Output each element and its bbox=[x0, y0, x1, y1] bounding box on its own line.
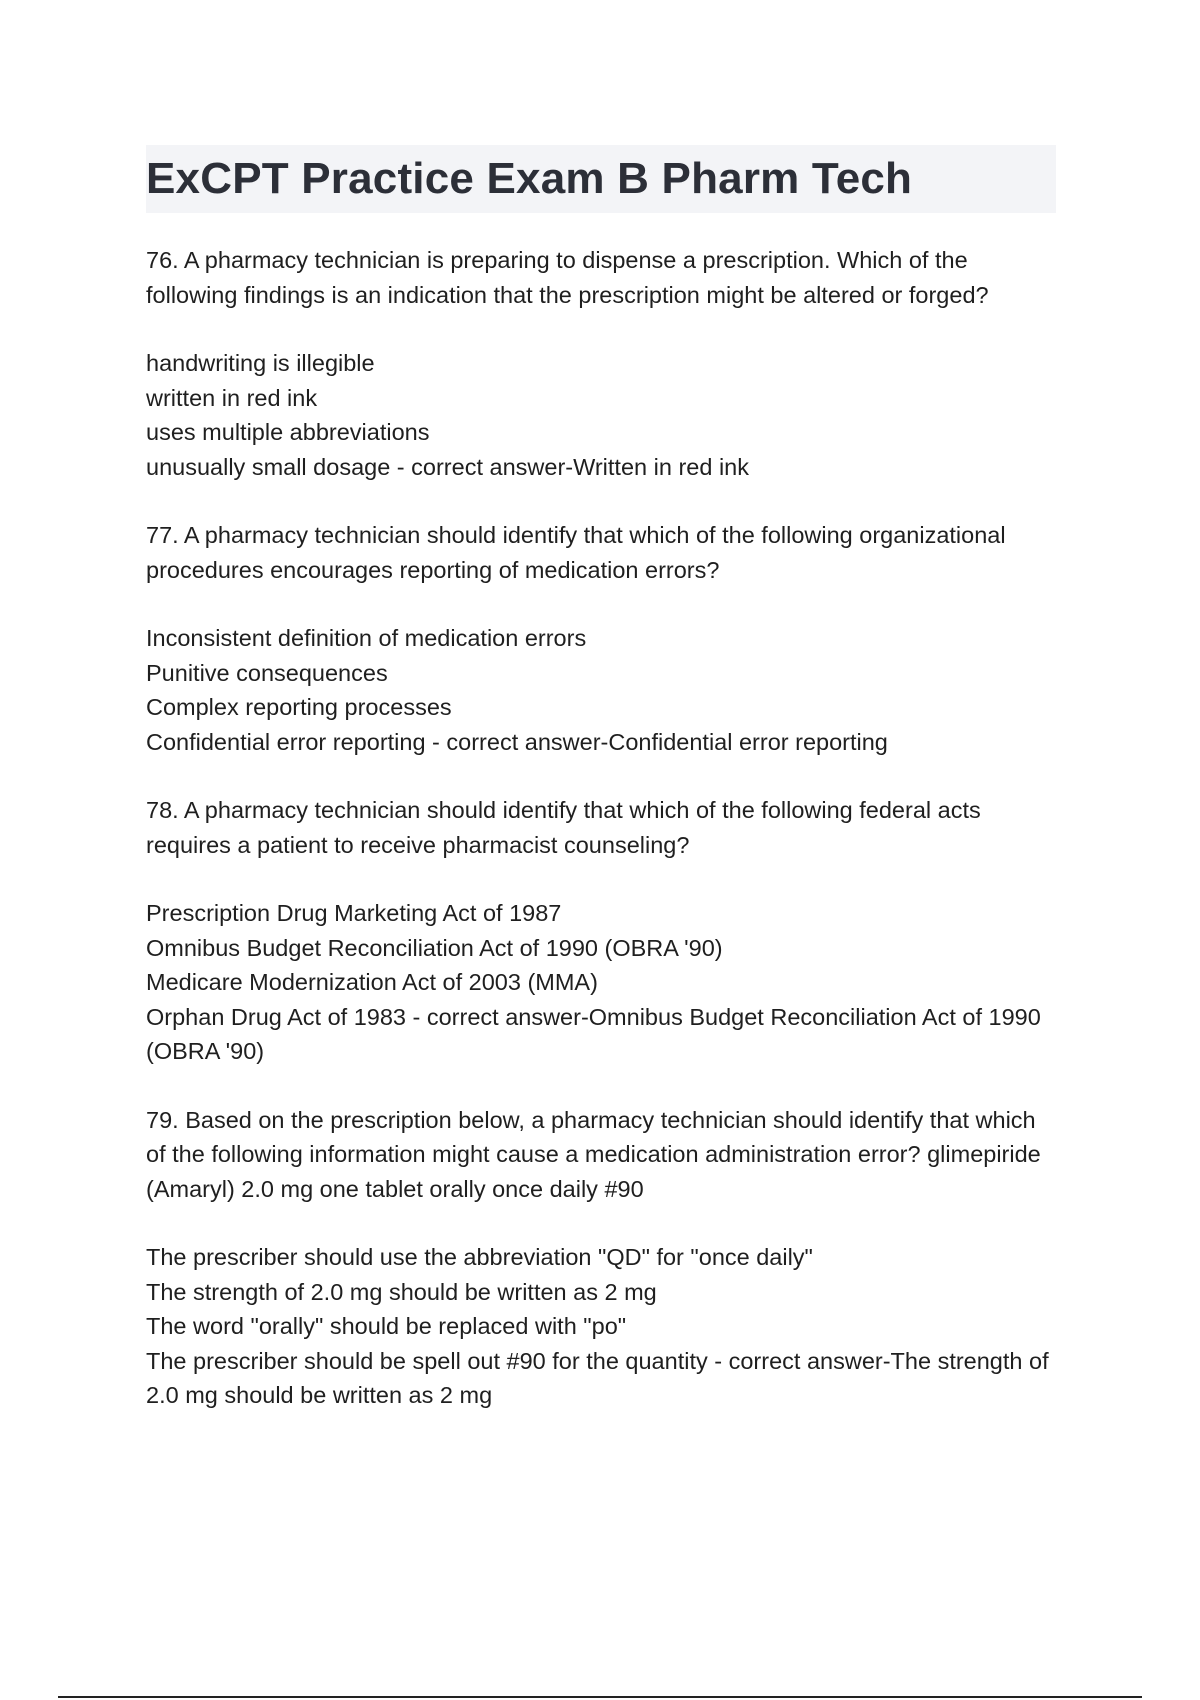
question-block-78 bbox=[146, 793, 1051, 1069]
question-block-79 bbox=[146, 1103, 1051, 1413]
question-text: 77. A pharmacy technician should identify that which of the following organizational procedures encourages reporting of medication errors? bbox=[146, 522, 1006, 583]
question-text: 78. A pharmacy technician should identify that which of the following federal acts requires a patient to receive pharmacist counseling? bbox=[146, 797, 981, 858]
title-banner bbox=[146, 145, 1056, 213]
answer-option: The word "orally" should be replaced with "po" bbox=[146, 1313, 627, 1339]
answer-option: Inconsistent definition of medication errors bbox=[146, 625, 587, 651]
answer-option: Punitive consequences bbox=[146, 659, 388, 686]
answer-option: Omnibus Budget Reconciliation Act of 1990 (OBRA '90) bbox=[146, 934, 723, 961]
answer-option-with-correct-answer: Confidential error reporting - correct answer-Confidential error reporting bbox=[146, 728, 888, 755]
footer-divider bbox=[58, 1696, 1142, 1698]
question-block-76 bbox=[146, 243, 1051, 484]
question-text: 76. A pharmacy technician is preparing to dispense a prescription. Which of the following findings is an indication that the prescription might be altered or forged? bbox=[146, 247, 989, 308]
page-title: ExCPT Practice Exam B Pharm Tech bbox=[146, 154, 913, 203]
question-block-77 bbox=[146, 518, 1051, 759]
questions-list bbox=[146, 243, 1051, 1447]
answer-option: written in red ink bbox=[146, 384, 318, 411]
question-text: 79. Based on the prescription below, a pharmacy technician should identify that which of the following information might cause a medication administration error? glimepiride (Amaryl) 2.0 mg one tablet orally once daily #90 bbox=[146, 1106, 1041, 1202]
answer-option: handwriting is illegible bbox=[146, 350, 375, 376]
answer-option-with-correct-answer: Orphan Drug Act of 1983 - correct answer-Omnibus Budget Reconciliation Act of 1990 (OBRA '90) bbox=[146, 1003, 1041, 1064]
answer-option: Medicare Modernization Act of 2003 (MMA) bbox=[146, 969, 598, 995]
answer-option: uses multiple abbreviations bbox=[146, 419, 430, 445]
answer-option: Prescription Drug Marketing Act of 1987 bbox=[146, 900, 562, 926]
answer-option-with-correct-answer: unusually small dosage - correct answer-Written in red ink bbox=[146, 453, 749, 480]
answer-option: The strength of 2.0 mg should be written as 2 mg bbox=[146, 1278, 657, 1305]
answer-option-with-correct-answer: The prescriber should be spell out #90 for the quantity - correct answer-The strength of 2.0 mg should be written as 2 mg bbox=[146, 1347, 1049, 1408]
answer-option: The prescriber should use the abbreviation "QD" for "once daily" bbox=[146, 1244, 813, 1270]
answer-option: Complex reporting processes bbox=[146, 694, 452, 720]
